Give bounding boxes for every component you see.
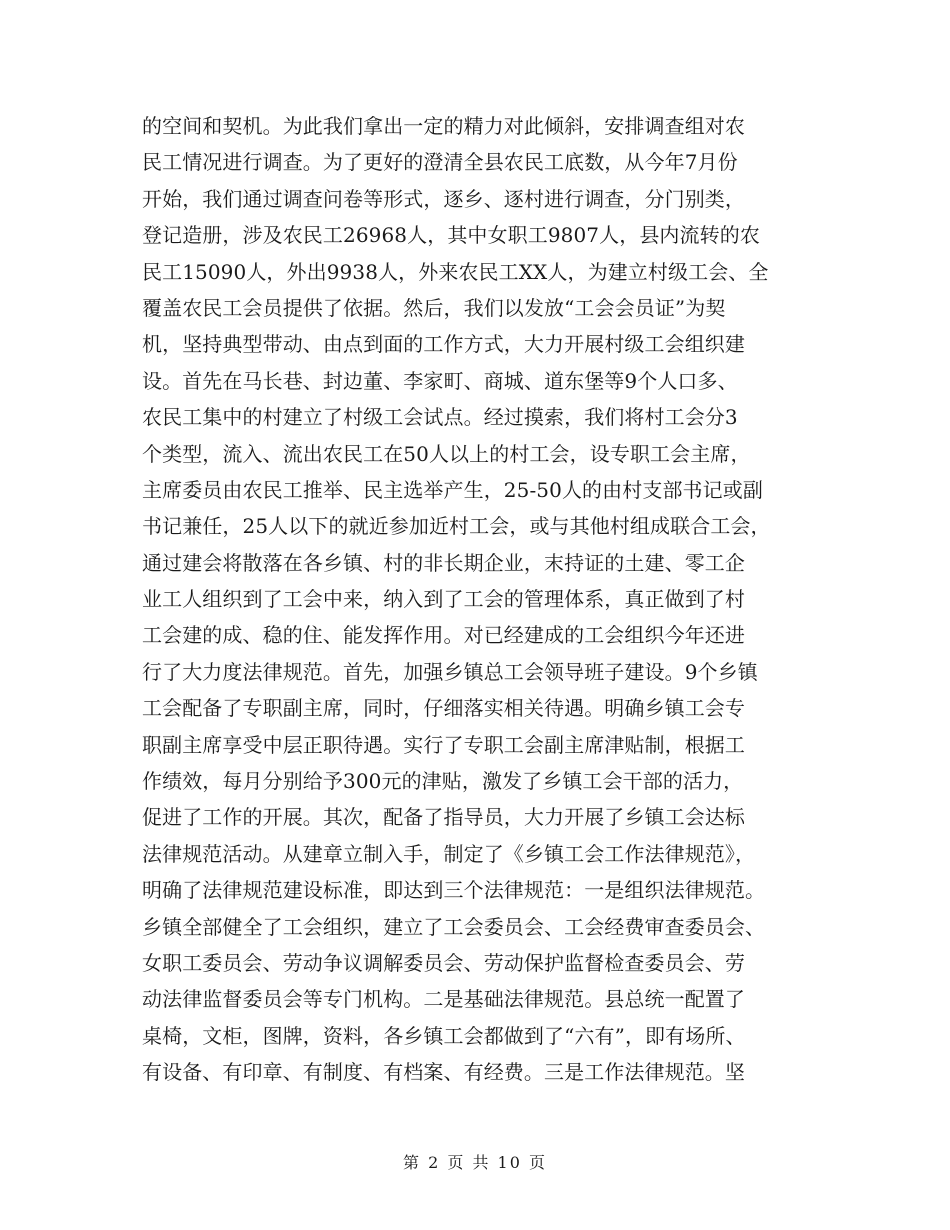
text-line: 工会配备了专职副主席，同时，仔细落实相关待遇。明确乡镇工会专 [142, 696, 745, 721]
text-line: 通过建会将散落在各乡镇、村的非长期企业，末持证的土建、零工企 [142, 550, 745, 575]
text-line: 动法律监督委员会等专门机构。二是基础法律规范。县总统一配置了 [142, 987, 745, 1012]
text-line: 个类型，流入、流出农民工在50人以上的村工会，设专职工会主席， [142, 441, 751, 466]
text-line: 法律规范活动。从建章立制入手，制定了《乡镇工会工作法律规范》， [142, 841, 756, 866]
text-line: 作绩效，每月分别给予300元的津贴，激发了乡镇工会干部的活力， [142, 769, 744, 794]
page-footer: 第 2 页 共 10 页 [403, 1153, 547, 1172]
text-line: 促进了工作的开展。其次，配备了指导员，大力开展了乡镇工会达标 [142, 805, 745, 830]
text-line: 登记造册，涉及农民工26968人，其中女职工9807人，县内流转的农 [142, 223, 760, 248]
body-text [142, 108, 822, 1091]
text-line: 机，坚持典型带动、由点到面的工作方式，大力开展村级工会组织建 [142, 332, 745, 357]
text-line: 有设备、有印章、有制度、有档案、有经费。三是工作法律规范。坚 [142, 1060, 745, 1085]
text-line: 农民工集中的村建立了村级工会试点。经过摸索，我们将村工会分3 [142, 405, 738, 430]
text-line: 工会建的成、稳的住、能发挥作用。对已经建成的工会组织今年还进 [142, 623, 745, 648]
text-line: 行了大力度法律规范。首先，加强乡镇总工会领导班子建设。9个乡镇 [142, 659, 758, 684]
text-line: 设。首先在马长巷、封边董、李家町、商城、道东堡等9个人口多、 [142, 368, 738, 393]
text-line: 女职工委员会、劳动争议调解委员会、劳动保护监督检查委员会、劳 [142, 950, 745, 975]
text-line: 乡镇全部健全了工会组织，建立了工会委员会、工会经费审查委员会、 [142, 914, 766, 939]
text-line: 明确了法律规范建设标准，即达到三个法律规范：一是组织法律规范。 [142, 878, 766, 903]
text-line: 职副主席享受中层正职待遇。实行了专职工会副主席津贴制，根据工 [142, 732, 745, 757]
text-line: 桌椅，文柜，图牌，资料，各乡镇工会都做到了“六有”，即有场所、 [142, 1023, 746, 1048]
text-line: 书记兼任，25人以下的就近参加近村工会，或与其他村组成联合工会， [142, 514, 771, 539]
text-line: 主席委员由农民工推举、民主选举产生，25-50人的由村支部书记或副 [142, 477, 763, 502]
text-line: 覆盖农民工会员提供了依据。然后，我们以发放“工会会员证”为契 [142, 295, 726, 320]
text-line: 民工情况进行调查。为了更好的澄清全县农民工底数，从今年7月份 [142, 150, 738, 175]
text-line: 业工人组织到了工会中来，纳入到了工会的管理体系，真正做到了村 [142, 587, 745, 612]
text-line: 民工15090人，外出9938人，外来农民工XX人，为建立村级工会、全 [142, 259, 769, 284]
text-line: 的空间和契机。为此我们拿出一定的精力对此倾斜，安排调查组对农 [142, 114, 745, 138]
text-line: 开始，我们通过调查问卷等形式，逐乡、逐村进行调查，分门别类， [142, 186, 745, 211]
